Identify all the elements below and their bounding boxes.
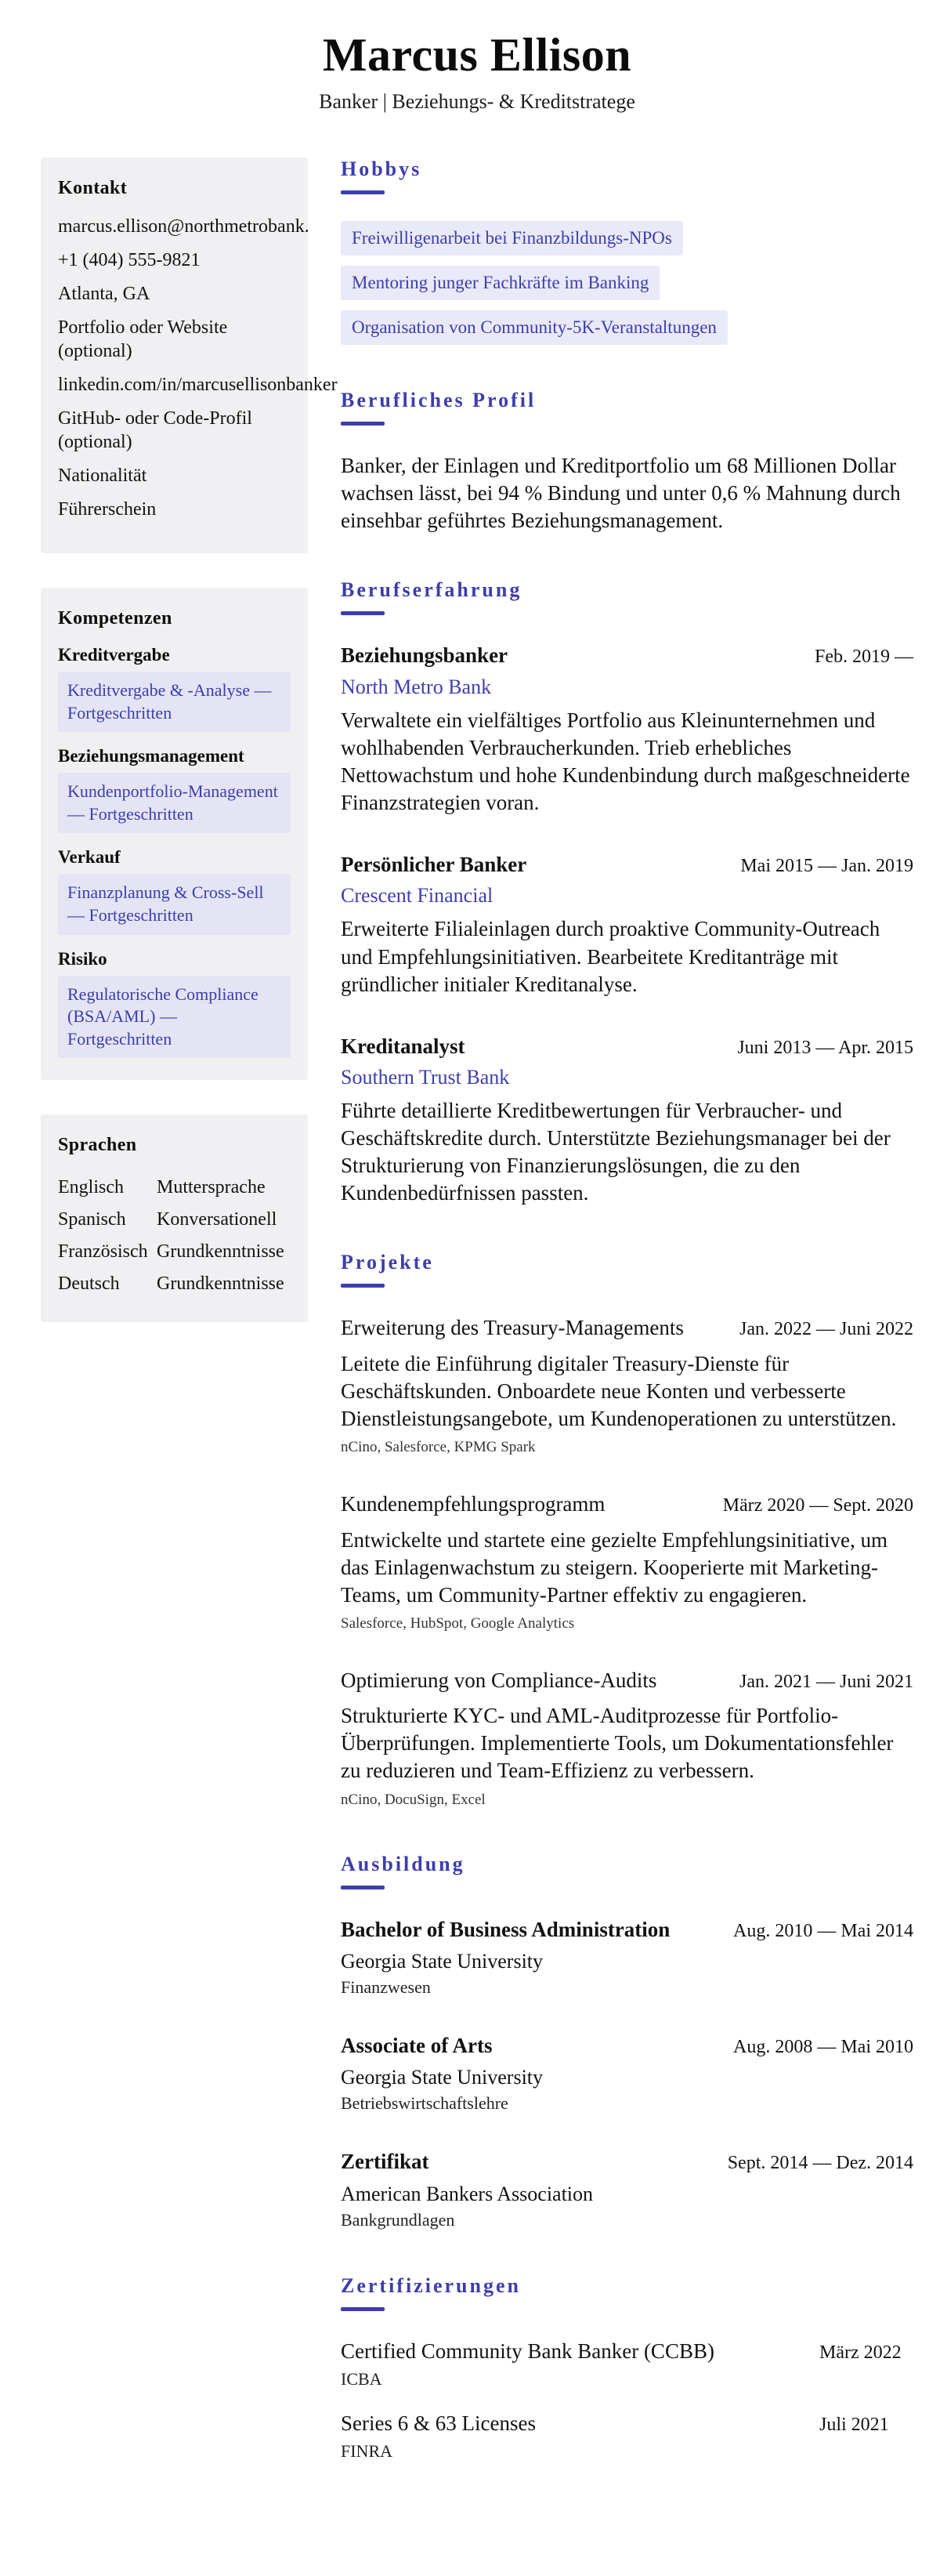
skills-section — [41, 588, 308, 1080]
language-name: Spanisch — [58, 1209, 126, 1230]
project-dates: Jan. 2021 — Juni 2021 — [739, 1671, 913, 1692]
heading-rule — [341, 1284, 385, 1288]
contact-title: Kontakt — [58, 178, 128, 198]
hobby-tag: Freiwilligenarbeit bei Finanzbildungs-NPOs — [341, 221, 683, 255]
contact-drivers-license: Führerschein — [58, 499, 157, 520]
heading-rule — [341, 422, 385, 426]
hobbies-section — [341, 158, 913, 345]
company-name: Crescent Financial — [341, 884, 494, 908]
skill-category: Beziehungsmanagement — [58, 746, 244, 766]
degree-name: Associate of Arts — [341, 2033, 493, 2057]
education-dates: Sept. 2014 — Dez. 2014 — [727, 2153, 913, 2174]
project-name: Optimierung von Compliance-Audits — [341, 1668, 657, 1692]
project-dates: Jan. 2022 — Juni 2022 — [739, 1319, 913, 1340]
projects-section — [341, 1251, 913, 1808]
school-name: Georgia State University — [341, 1949, 544, 1973]
sidebar — [41, 158, 338, 1357]
hobby-tag: Organisation von Community-5K-Veranstaltungen — [341, 310, 728, 345]
profile-section — [341, 389, 913, 534]
school-name: American Bankers Association — [341, 2182, 594, 2205]
certifications-section — [341, 2274, 913, 2462]
skill-category: Kreditvergabe — [58, 645, 170, 665]
certification-date: März 2022 — [819, 2342, 902, 2363]
field-of-study: Finanzwesen — [341, 1976, 431, 1997]
skills-title: Kompetenzen — [58, 608, 172, 629]
job-description: Erweiterte Filialeinlagen durch proaktive Community-Outreach und Empfehlungsinitiativen. Bearbeitete Kreditanträge mit gründlicher initialer Kreditanalyse. — [341, 917, 880, 996]
heading-rule — [341, 2307, 385, 2311]
profile-text: Banker, der Einlagen und Kreditportfolio um 68 Millionen Dollar wachsen lässt, bei 94 % Bindung und unter 0,6 % Mahnung durch einsehbar geführtes Beziehungsmanagement. — [341, 454, 901, 533]
entry-head — [341, 1491, 913, 1518]
main-column — [341, 158, 913, 2505]
skill-pill: Finanzplanung & Cross-Sell — Fortgeschritten — [58, 874, 291, 934]
tagline: Banker | Beziehungs- & Kreditstratege — [319, 90, 635, 113]
education-dates: Aug. 2010 — Mai 2014 — [733, 1920, 913, 1941]
degree-name: Bachelor of Business Administration — [341, 1917, 671, 1941]
entry-head — [341, 2032, 913, 2060]
section-heading — [341, 389, 913, 426]
language-name: Französisch — [58, 1241, 148, 1262]
contact-website: Portfolio oder Website (optional) — [58, 317, 228, 361]
skill-group — [58, 847, 291, 934]
certification-issuer: FINRA — [341, 2441, 393, 2462]
skill-pill: Kundenportfolio-Management — Fortgeschritten — [58, 773, 291, 833]
heading-rule — [341, 1886, 385, 1889]
certification-name: Certified Community Bank Banker (CCBB) — [341, 2339, 714, 2363]
section-heading — [341, 578, 913, 615]
contact-email: marcus.ellison@northmetrobank. — [58, 216, 309, 237]
contact-nationality: Nationalität — [58, 466, 147, 486]
language-row — [58, 1204, 291, 1236]
company-name: Southern Trust Bank — [341, 1066, 510, 1089]
education-entry — [341, 1916, 913, 1998]
experience-section — [341, 578, 913, 1207]
job-description: Führte detaillierte Kreditbewertungen für Verbraucher- und Geschäftskredite durch. Unterstützte Beziehungsmanager bei der Strukturierung von Finanzierungslösungen, die zu den Kundenbedürfnissen passten. — [341, 1099, 891, 1205]
project-dates: März 2020 — Sept. 2020 — [722, 1495, 913, 1516]
language-level: Grundkenntnisse — [157, 1273, 284, 1294]
school-name: Georgia State University — [341, 2066, 544, 2089]
entry-head — [341, 2338, 913, 2365]
certification-entry — [341, 2338, 913, 2389]
language-name: Deutsch — [58, 1273, 120, 1294]
language-row — [58, 1268, 291, 1300]
languages-section — [41, 1114, 308, 1321]
education-entry — [341, 2148, 913, 2230]
company-name: North Metro Bank — [341, 675, 492, 698]
project-entry — [341, 1491, 913, 1632]
hobby-tag: Mentoring junger Fachkräfte im Banking — [341, 266, 660, 300]
field-of-study: Bankgrundlagen — [341, 2209, 455, 2230]
entry-head — [341, 1314, 913, 1342]
projects-title: Projekte — [341, 1251, 434, 1274]
job-title: Kreditanalyst — [341, 1034, 465, 1058]
skill-pill: Kreditvergabe & -Analyse — Fortgeschritten — [58, 672, 291, 732]
language-level: Muttersprache — [157, 1177, 266, 1198]
contact-github: GitHub- oder Code-Profil (optional) — [58, 408, 252, 452]
project-entry — [341, 1667, 913, 1809]
project-entry — [341, 1314, 913, 1456]
languages-title: Sprachen — [58, 1135, 137, 1156]
education-title: Ausbildung — [341, 1852, 465, 1875]
language-name: Englisch — [58, 1177, 124, 1198]
entry-head — [341, 642, 913, 669]
entry-head — [341, 1667, 913, 1694]
section-heading — [341, 158, 913, 194]
project-description: Entwickelte und startete eine gezielte Empfehlungsinitiative, um das Einlagenwachstum zu steigern. Kooperierte mit Marketing-Teams, um Community-Partner effektiv zu engagieren. — [341, 1527, 888, 1607]
page-title: Marcus Ellison — [322, 29, 632, 81]
entry-head — [341, 851, 913, 879]
job-description: Verwaltete ein vielfältiges Portfolio aus Kleinunternehmen und wohlhabenden Verbraucherkunden. Trieb erhebliches Nettowachstum und hohe Kundenbindung durch maßgeschneiderte Finanzstrategien voran. — [341, 708, 910, 814]
degree-name: Zertifikat — [341, 2150, 429, 2174]
contact-location: Atlanta, GA — [58, 284, 150, 304]
skill-group — [58, 645, 291, 732]
hobby-tags — [341, 221, 913, 345]
section-heading — [341, 1251, 913, 1288]
language-row — [58, 1172, 291, 1204]
certification-entry — [341, 2410, 913, 2462]
contact-section — [41, 158, 338, 553]
entry-head — [341, 2148, 913, 2176]
job-dates: Feb. 2019 — — [815, 647, 913, 668]
project-tools: nCino, Salesforce, KPMG Spark — [341, 1439, 536, 1456]
experience-entry — [341, 851, 913, 998]
entry-head — [341, 1033, 913, 1060]
project-description: Leitete die Einführung digitaler Treasury-Dienste für Geschäftskunden. Onboardete neue Konten und verbesserte Dienstleistungsangebote, um Kundenoperationen zu unterstützen. — [341, 1351, 897, 1431]
education-entry — [341, 2032, 913, 2114]
education-dates: Aug. 2008 — Mai 2010 — [733, 2036, 913, 2057]
contact-linkedin: linkedin.com/in/marcusellisonbanker — [58, 375, 338, 395]
language-level: Konversationell — [157, 1209, 277, 1230]
job-title: Beziehungsbanker — [341, 643, 508, 668]
resume-header — [41, 28, 913, 114]
skill-group — [58, 746, 291, 833]
section-heading — [341, 1853, 913, 1889]
experience-entry — [341, 1033, 913, 1208]
experience-title: Berufserfahrung — [341, 578, 522, 602]
experience-entry — [341, 642, 913, 817]
heading-rule — [341, 190, 385, 194]
certification-name: Series 6 & 63 Licenses — [341, 2411, 536, 2436]
skill-pill: Regulatorische Compliance (BSA/AML) — Fortgeschritten — [58, 976, 291, 1059]
contact-phone: +1 (404) 555-9821 — [58, 250, 201, 270]
language-row — [58, 1236, 291, 1268]
job-dates: Juni 2013 — Apr. 2015 — [737, 1037, 913, 1058]
entry-head — [341, 1916, 913, 1944]
heading-rule — [341, 611, 385, 615]
content-columns — [41, 158, 913, 2505]
skill-category: Risiko — [58, 948, 107, 969]
project-name: Erweiterung des Treasury-Managements — [341, 1316, 684, 1340]
job-title: Persönlicher Banker — [341, 853, 527, 877]
certification-date: Juli 2021 — [819, 2415, 889, 2436]
skill-category: Verkauf — [58, 847, 121, 868]
job-dates: Mai 2015 — Jan. 2019 — [740, 856, 913, 877]
certifications-title: Zertifizierungen — [341, 2273, 521, 2297]
education-section — [341, 1853, 913, 2230]
field-of-study: Betriebswirtschaftslehre — [341, 2093, 508, 2114]
project-description: Strukturierte KYC- und AML-Auditprozesse für Portfolio-Überprüfungen. Implementierte Tools, um Dokumentationsfehler zu reduzieren und Team-Effizienz zu verbessern. — [341, 1704, 894, 1783]
project-name: Kundenempfehlungsprogramm — [341, 1492, 606, 1516]
project-tools: Salesforce, HubSpot, Google Analytics — [341, 1614, 575, 1632]
language-level: Grundkenntnisse — [157, 1241, 284, 1262]
certification-issuer: ICBA — [341, 2369, 382, 2389]
entry-head — [341, 2410, 913, 2437]
project-tools: nCino, DocuSign, Excel — [341, 1791, 486, 1808]
section-heading — [341, 2274, 913, 2311]
profile-title: Berufliches Profil — [341, 389, 537, 411]
skill-group — [58, 949, 291, 1059]
hobbies-title: Hobbys — [341, 158, 422, 180]
